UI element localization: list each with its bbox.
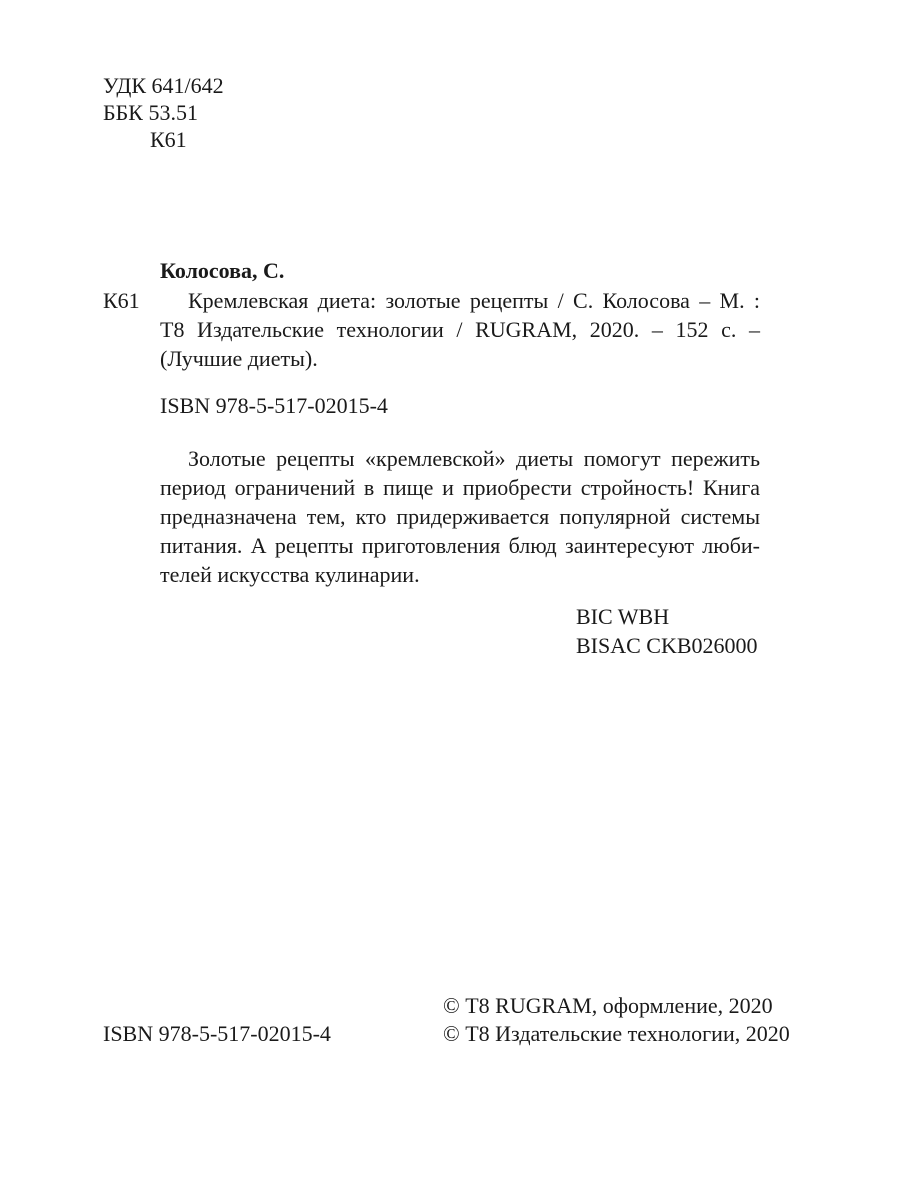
title-line: Кремлевская диета: золотые рецепты / С. Колосова – М. : <box>188 288 760 313</box>
author-mark-top: К61 <box>150 127 187 152</box>
annotation-line: телей искусства кулинарии. <box>160 562 420 587</box>
author-mark: К61 <box>103 288 140 313</box>
bbk-code: ББК 53.51 <box>103 100 198 125</box>
annotation <box>160 444 760 589</box>
title-description <box>160 286 760 373</box>
annotation-line: предназначена тем, кто придерживается популярной системы <box>160 504 760 529</box>
annotation-line: Золотые рецепты «кремлевской» диеты помогут пережить <box>188 446 760 471</box>
isbn-record: ISBN 978-5-517-02015-4 <box>160 393 388 418</box>
title-line: Т8 Издательские технологии / RUGRAM, 2020. – 152 с. – <box>160 317 760 342</box>
footer-isbn: ISBN 978-5-517-02015-4 <box>103 1021 331 1046</box>
copyright-publisher: © Т8 Издательские технологии, 2020 <box>443 1021 790 1046</box>
annotation-line: период ограничений в пище и приобрести стройность! Книга <box>160 475 760 500</box>
title-line: (Лучшие диеты). <box>160 346 318 371</box>
udk-code: УДК 641/642 <box>103 73 224 98</box>
bic-code: BIC WBH <box>576 604 670 629</box>
copyright-design: © Т8 RUGRAM, оформление, 2020 <box>443 993 773 1018</box>
author-name: Колосова, С. <box>160 258 285 283</box>
bisac-code: BISAC CKB026000 <box>576 633 758 658</box>
annotation-line: питания. А рецепты приготовления блюд заинтересуют люби- <box>160 533 760 558</box>
